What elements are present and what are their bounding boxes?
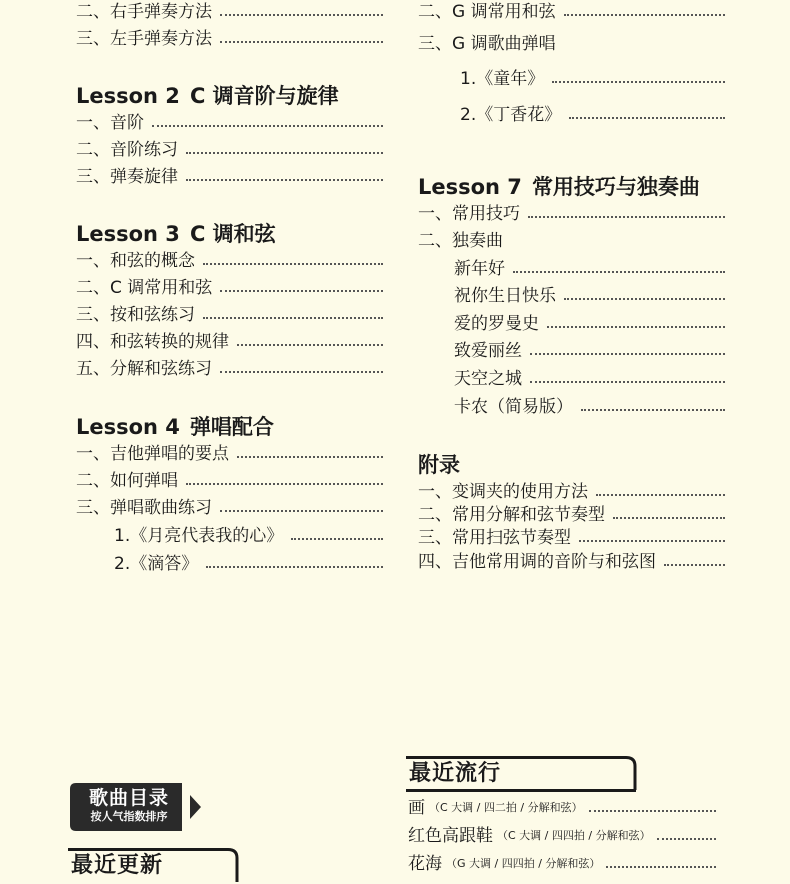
lesson-7-heading: Lesson 7 常用技巧与独奏曲	[418, 175, 700, 199]
appendix-heading: 附录	[418, 453, 460, 477]
dot-leader	[579, 540, 725, 542]
toc-entry[interactable]: 1.《童年》	[460, 69, 725, 89]
song-entry[interactable]: 红色高跟鞋 （C 大调 / 四四拍 / 分解和弦）	[408, 826, 716, 846]
toc-entry[interactable]: 一、和弦的概念	[76, 251, 383, 271]
dot-leader	[237, 344, 383, 346]
dot-leader	[186, 152, 383, 154]
toc-entry[interactable]: 三、左手弹奏方法	[76, 29, 383, 49]
dot-leader	[530, 381, 725, 383]
dot-leader	[186, 179, 383, 181]
toc-entry[interactable]: 二、如何弹唱	[76, 471, 383, 491]
dot-leader	[569, 117, 725, 119]
badge-subtitle: 按人气指数排序	[90, 810, 168, 823]
popular-section-header	[406, 756, 638, 792]
dot-leader	[581, 409, 725, 411]
toc-entry[interactable]: 二、右手弹奏方法	[76, 2, 383, 22]
toc-entry[interactable]: 二、常用分解和弦节奏型	[418, 505, 725, 525]
badge-title: 歌曲目录	[88, 787, 169, 809]
song-entry[interactable]: 花海 （G 大调 / 四四拍 / 分解和弦）	[408, 854, 716, 874]
toc-entry[interactable]: 一、吉他弹唱的要点	[76, 444, 383, 464]
dot-leader	[513, 271, 725, 273]
dot-leader	[564, 298, 725, 300]
dot-leader	[528, 216, 725, 218]
dot-leader	[220, 510, 383, 512]
toc-entry[interactable]: 致爱丽丝	[454, 341, 725, 361]
dot-leader	[220, 41, 383, 43]
dot-leader	[291, 538, 383, 540]
dot-leader	[657, 838, 716, 840]
toc-entry[interactable]: 二、独奏曲	[418, 231, 503, 251]
toc-entry[interactable]: 1.《月亮代表我的心》	[114, 526, 383, 546]
song-entry[interactable]: 画 （C 大调 / 四二拍 / 分解和弦）	[408, 798, 716, 818]
lesson-3-heading: Lesson 3 C 调和弦	[76, 222, 276, 246]
popular-title: 最近流行	[409, 761, 502, 786]
toc-entry[interactable]: 五、分解和弦练习	[76, 359, 383, 379]
lesson-4-heading: Lesson 4 弹唱配合	[76, 415, 274, 439]
toc-entry[interactable]: 天空之城	[454, 369, 725, 389]
dot-leader	[664, 564, 725, 566]
dot-leader	[220, 290, 383, 292]
dot-leader	[596, 494, 725, 496]
dot-leader	[237, 456, 383, 458]
toc-entry[interactable]: 爱的罗曼史	[454, 314, 725, 334]
toc-entry[interactable]: 卡农（简易版）	[454, 397, 725, 417]
toc-entry[interactable]: 三、弹唱歌曲练习	[76, 498, 383, 518]
dot-leader	[206, 566, 383, 568]
toc-entry[interactable]: 二、C 调常用和弦	[76, 278, 383, 298]
dot-leader	[547, 326, 725, 328]
toc-entry[interactable]: 2.《滴答》	[114, 554, 383, 574]
dot-leader	[152, 125, 383, 127]
dot-leader	[203, 263, 383, 265]
lesson-2-heading: Lesson 2 C 调音阶与旋律	[76, 84, 339, 108]
recent-title: 最近更新	[71, 853, 164, 878]
toc-entry[interactable]: 三、G 调歌曲弹唱	[418, 34, 556, 54]
dot-leader	[530, 353, 725, 355]
toc-entry[interactable]: 一、音阶	[76, 113, 383, 133]
dot-leader	[552, 81, 725, 83]
toc-entry[interactable]: 三、按和弦练习	[76, 305, 383, 325]
dot-leader	[220, 14, 383, 16]
dot-leader	[203, 317, 383, 319]
song-catalog-badge	[70, 783, 188, 831]
toc-entry[interactable]: 新年好	[454, 259, 725, 279]
toc-entry[interactable]: 一、常用技巧	[418, 204, 725, 224]
toc-entry[interactable]: 四、吉他常用调的音阶与和弦图	[418, 552, 725, 572]
dot-leader	[186, 483, 383, 485]
toc-entry[interactable]: 一、变调夹的使用方法	[418, 482, 725, 502]
toc-entry[interactable]: 二、音阶练习	[76, 140, 383, 160]
toc-entry[interactable]: 2.《丁香花》	[460, 105, 725, 125]
toc-entry[interactable]: 三、弹奏旋律	[76, 167, 383, 187]
dot-leader	[613, 517, 725, 519]
dot-leader	[589, 810, 716, 812]
toc-entry[interactable]: 祝你生日快乐	[454, 286, 725, 306]
toc-entry[interactable]: 二、G 调常用和弦	[418, 2, 725, 22]
dot-leader	[564, 14, 725, 16]
toc-entry[interactable]: 三、常用扫弦节奏型	[418, 528, 725, 548]
toc-entry[interactable]: 四、和弦转换的规律	[76, 332, 383, 352]
dot-leader	[606, 866, 716, 868]
dot-leader	[220, 371, 383, 373]
